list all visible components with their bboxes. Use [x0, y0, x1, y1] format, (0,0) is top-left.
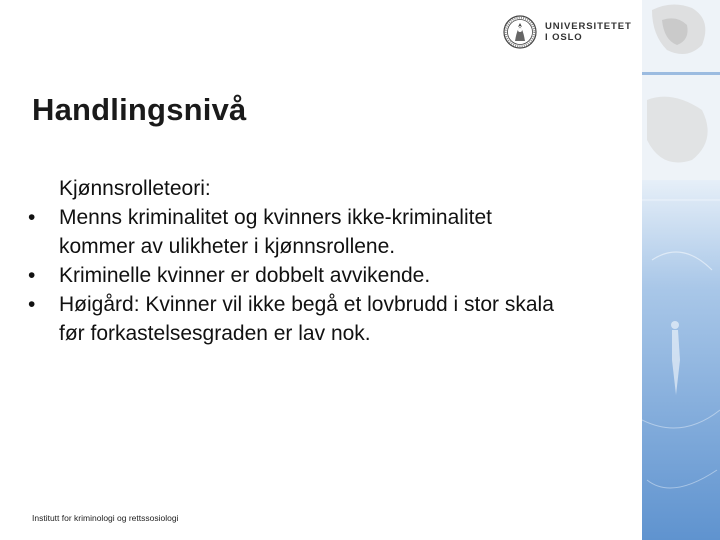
footer-text: Institutt for kriminologi og rettssosiologi: [32, 513, 179, 523]
slide-body: [28, 174, 638, 348]
bullet-text: før forkastelsesgraden er lav nok.: [59, 322, 371, 345]
slide-title: Handlingsnivå: [32, 92, 247, 127]
intro-line: [28, 174, 638, 203]
bullet-text: kommer av ulikheter i kjønnsrollene.: [59, 235, 396, 258]
bullet-text: Menns kriminalitet og kvinners ikke-kriminalitet: [59, 206, 492, 229]
intro-text: Kjønnsrolleteori:: [59, 177, 211, 200]
bullet-icon: •: [28, 293, 36, 316]
logo-line-1: UNIVERSITETET: [545, 21, 632, 32]
bullet-item: [28, 290, 638, 319]
bullet-icon: •: [28, 206, 36, 229]
bullet-text: Høigård: Kvinner vil ikke begå et lovbrudd i stor skala: [59, 293, 554, 316]
bullet-item: [28, 203, 638, 232]
bullet-item: [28, 261, 638, 290]
bullet-continuation: [28, 232, 638, 261]
bullet-icon: •: [28, 264, 36, 287]
logo-line-2: I OSLO: [545, 32, 583, 43]
university-seal-icon: [503, 15, 537, 49]
bullet-continuation: [28, 319, 638, 348]
decorative-side-image: [642, 0, 720, 540]
bullet-text: Kriminelle kvinner er dobbelt avvikende.: [59, 264, 431, 287]
university-logo: [503, 15, 632, 49]
